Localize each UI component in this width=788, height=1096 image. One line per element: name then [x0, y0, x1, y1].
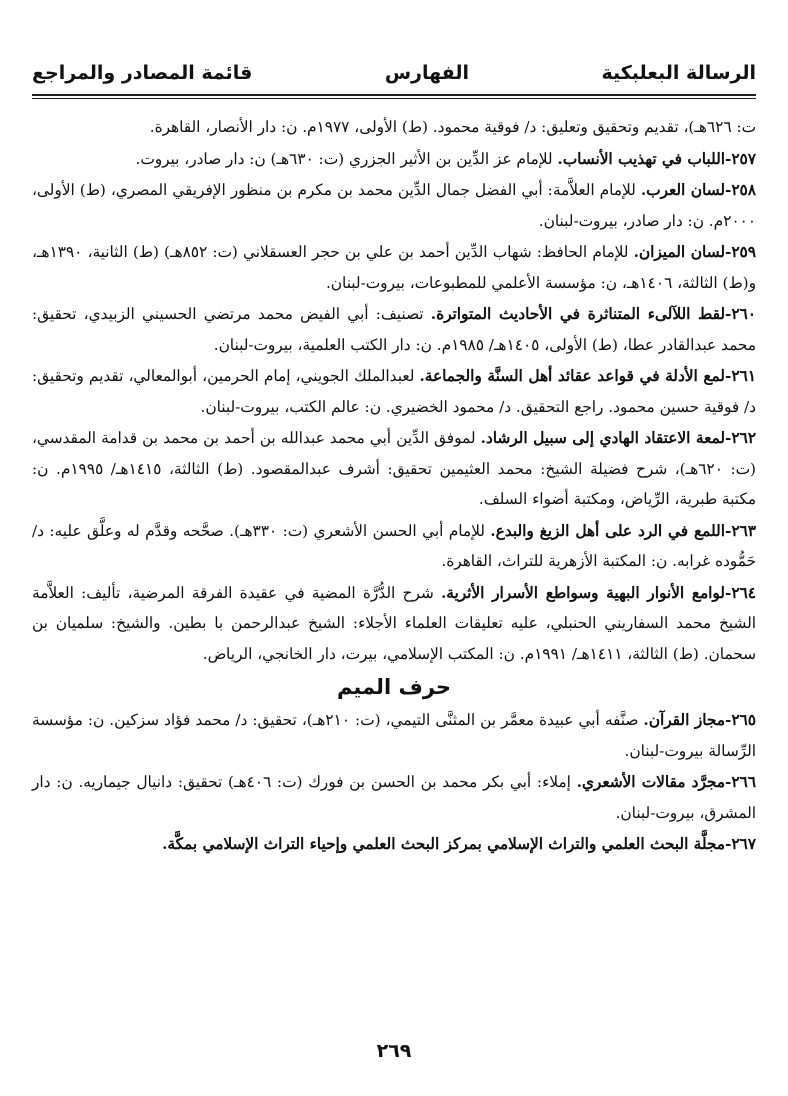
header-section: الفهارس: [384, 62, 469, 84]
bibliography-entry: ٢٦٢-لمعة الاعتقاد الهادي إلى سبيل الرشاد. لموفق الدِّين أبي محمد عبدالله بن أحمد بن محمد بن قدامة المقدسي، (ت: ٦٢٠هـ)، شرح فضيلة الشيخ: محمد العثيمين تحقيق: أشرف عبدالمقصود. (ط) الثالثة، ١٤١٥هـ/ ١٩٩٥م. ن: مكتبة طبرية، الرِّياض، ومكتبة أضواء السلف.: [32, 429, 756, 508]
page-number: ٢٦٩: [376, 1040, 412, 1062]
header-divider: [32, 94, 756, 99]
bibliography-entry: ٢٦٧-مجلَّة البحث العلمي والتراث الإسلامي بمركز البحث العلمي وإحياء التراث الإسلامي بمكَّة.: [162, 835, 756, 853]
running-header: [32, 56, 756, 90]
bibliography-entry: ٢٦٦-مجرَّد مقالات الأشعري. إملاء: أبي بكر محمد بن الحسن بن فورك (ت: ٤٠٦هـ) تحقيق: دانيال جيماريه. ن: دار المشرق، بيروت-لبنان.: [32, 773, 756, 822]
header-chapter: قائمة المصادر والمراجع: [32, 62, 253, 84]
bibliography-body: [32, 112, 756, 861]
bibliography-entry: ٢٦٣-اللمع في الرد على أهل الزيغ والبدع. للإمام أبي الحسن الأشعري (ت: ٣٣٠هـ). صحَّحه وقدَّم له وعلَّق عليه: د/ حَمُّوده غرابه. ن: المكتبة الأزهرية للتراث، القاهرة.: [32, 521, 756, 570]
bibliography-entry: ٢٦١-لمع الأدلة في قواعد عقائد أهل السنَّة والجماعة. لعبدالملك الجويني، إمام الحرمين، أبوالمعالي، تقديم وتحقيق: د/ فوقية حسين محمود. راجع التحقيق. د/ محمود الخضيري. ن: عالم الكتب، بيروت-لبنان.: [32, 367, 756, 416]
bibliography-entry: ٢٥٨-لسان العرب. للإمام العلاَّمة: أبي الفضل جمال الدِّين محمد بن مكرم بن منظور الإفريقي المصري، (ط) الأولى، ٢٠٠٠م. ن: دار صادر، بيروت-لبنان.: [32, 181, 756, 230]
bibliography-entry: ٢٦٤-لوامع الأنوار البهية وسواطع الأسرار الأثرية. شرح الدُّرَّة المضية في عقيدة الفرقة المرضية، تأليف: العلاَّمة الشيخ محمد السفاريني الحنبلي، عليه تعليقات العلماء الأجلاء: الشيخ عبدالرحمن با بطين. والشيخ: سلميان بن سحمان. (ط) الثالثة، ١٤١١هـ/ ١٩٩١م. ن: المكتب الإسلامي، بيرت، دار الخانجي، الرياض.: [32, 583, 756, 663]
header-book-title: الرسالة البعلبكية: [601, 62, 756, 84]
bibliography-entry: ت: ٦٢٦هـ)، تقديم وتحقيق وتعليق: د/ فوقية محمود. (ط) الأولى، ١٩٧٧م. ن: دار الأنصار، القاهرة.: [149, 118, 756, 136]
bibliography-entry: ٢٥٩-لسان الميزان. للإمام الحافظ: شهاب الدِّين أحمد بن علي بن حجر العسقلاني (ت: ٨٥٢هـ) (ط) الثانية، ١٣٩٠هـ، و(ط) الثالثة، ١٤٠٦هـ، ن: مؤسسة الأعلمي للمطبوعات، بيروت-لبنان.: [32, 243, 756, 292]
bibliography-entry: ٢٦٥-مجاز القرآن. صنَّفه أبي عبيدة معمَّر بن المثنَّى التيمي، (ت: ٢١٠هـ)، تحقيق: د/ محمد فؤاد سزكين. ن: مؤسسة الرِّسالة بيروت-لبنان.: [32, 711, 756, 760]
bibliography-entry: ٢٦٠-لقط اللآلىء المتناثرة في الأحاديث المتواترة. تصنيف: أبي الفيض محمد مرتضي الحسيني الزبيدي، تحقيق: محمد عبدالقادر عطا، (ط) الأولى، ١٤٠٥هـ/ ١٩٨٥م. ن: دار الكتب العلمية، بيروت-لبنان.: [32, 305, 756, 354]
bibliography-entry: ٢٥٧-اللباب في تهذيب الأنساب. للإمام عز الدِّين بن الأثير الجزري (ت: ٦٣٠هـ) ن: دار صادر، بيروت.: [135, 149, 756, 168]
section-heading: حرف الميم: [336, 675, 452, 699]
